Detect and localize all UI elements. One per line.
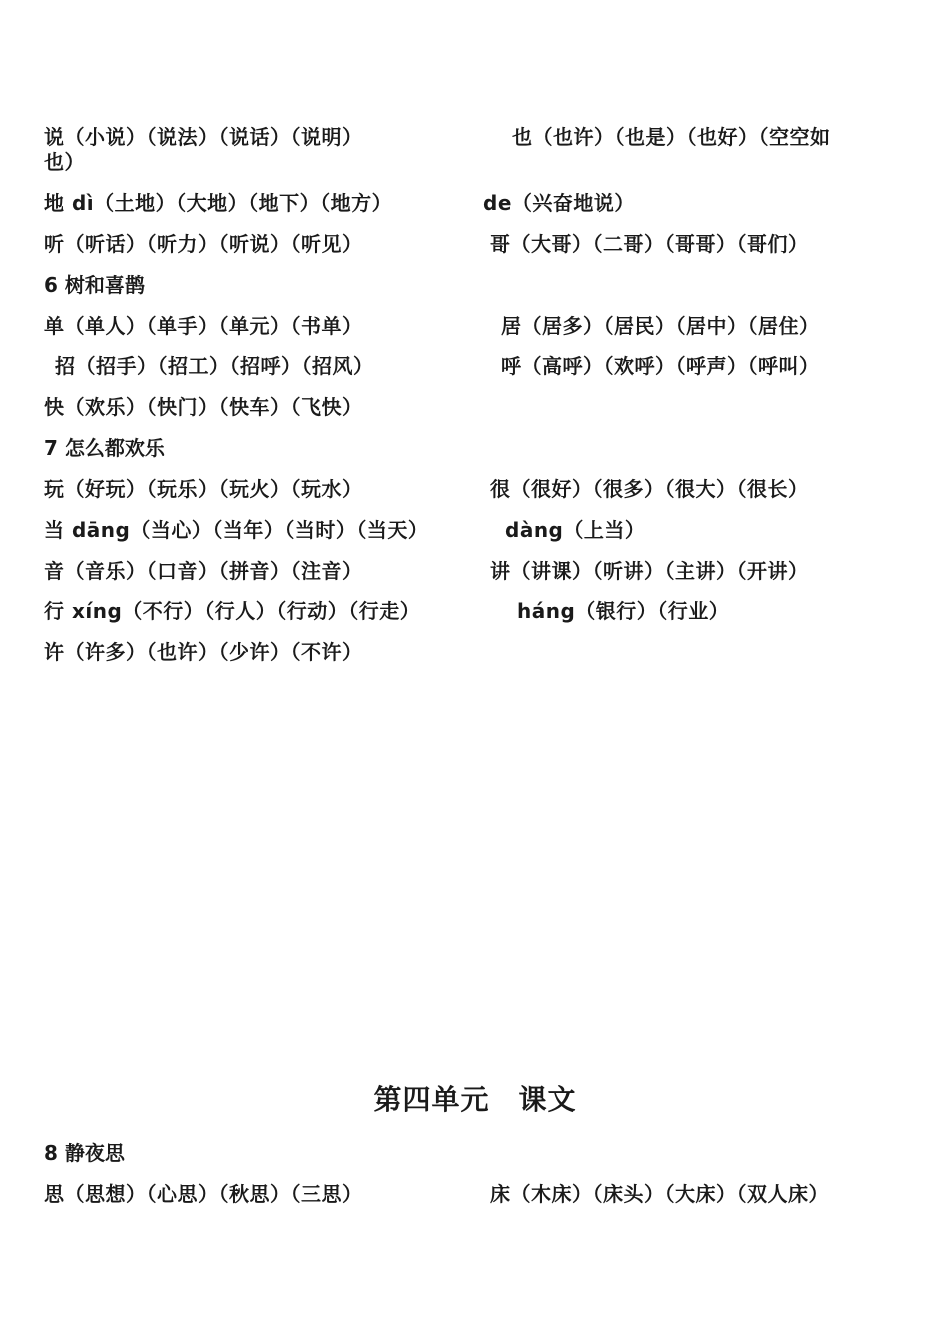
lesson-6-heading: 6 树和喜鹊 xyxy=(44,273,145,297)
lesson-8-heading: 8 静夜思 xyxy=(44,1141,125,1165)
vocab-line-kuai: 快（欢乐）（快门）（快车）（飞快） xyxy=(44,395,363,419)
vocab-line-ye: 也（也许）（也是）（也好）（空空如 xyxy=(512,125,831,149)
vocab-line-ting: 听（听话）（听力）（听说）（听见） xyxy=(44,232,363,256)
vocab-line-xu: 许（许多）（也许）（少许）（不许） xyxy=(44,640,363,664)
vocab-line-ju: 居（居多）（居民）（居中）（居住） xyxy=(501,314,820,338)
vocab-line-xing: 行 xíng（不行）（行人）（行动）（行走） xyxy=(44,599,421,623)
vocab-line-si: 思（思想）（心思）（秋思）（三思） xyxy=(44,1182,363,1206)
vocab-line-hang: háng（银行）（行业） xyxy=(517,599,730,623)
vocab-line-dang-alt: dàng（上当） xyxy=(505,518,646,542)
vocab-line-wan: 玩（好玩）（玩乐）（玩火）（玩水） xyxy=(44,477,363,501)
vocab-line-chuang: 床（木床）（床头）（大床）（双人床） xyxy=(490,1182,829,1206)
unit-4-title: 第四单元 课文 xyxy=(373,1083,577,1116)
vocab-line-di-de: de（兴奋地说） xyxy=(483,191,635,215)
vocab-line-hu: 呼（高呼）（欢呼）（呼声）（呼叫） xyxy=(501,354,820,378)
lesson-7-heading: 7 怎么都欢乐 xyxy=(44,436,165,460)
vocab-line-dang: 当 dāng（当心）（当年）（当时）（当天） xyxy=(44,518,429,542)
vocab-line-zhao: 招（招手）（招工）（招呼）（招风） xyxy=(55,354,374,378)
vocab-line-yin: 音（音乐）（口音）（拼音）（注音） xyxy=(44,559,363,583)
vocab-line-jiang: 讲（讲课）（听讲）（主讲）（开讲） xyxy=(490,559,809,583)
vocab-line-dan: 单（单人）（单手）（单元）（书单） xyxy=(44,314,363,338)
vocab-line-di: 地 dì（土地）（大地）（地下）（地方） xyxy=(44,191,393,215)
vocab-line-ye-wrap: 也） xyxy=(44,150,85,174)
vocab-line-shuo: 说（小说）（说法）（说话）（说明） xyxy=(44,125,363,149)
vocab-line-ge: 哥（大哥）（二哥）（哥哥）（哥们） xyxy=(490,232,809,256)
vocab-line-hen: 很（很好）（很多）（很大）（很长） xyxy=(490,477,809,501)
